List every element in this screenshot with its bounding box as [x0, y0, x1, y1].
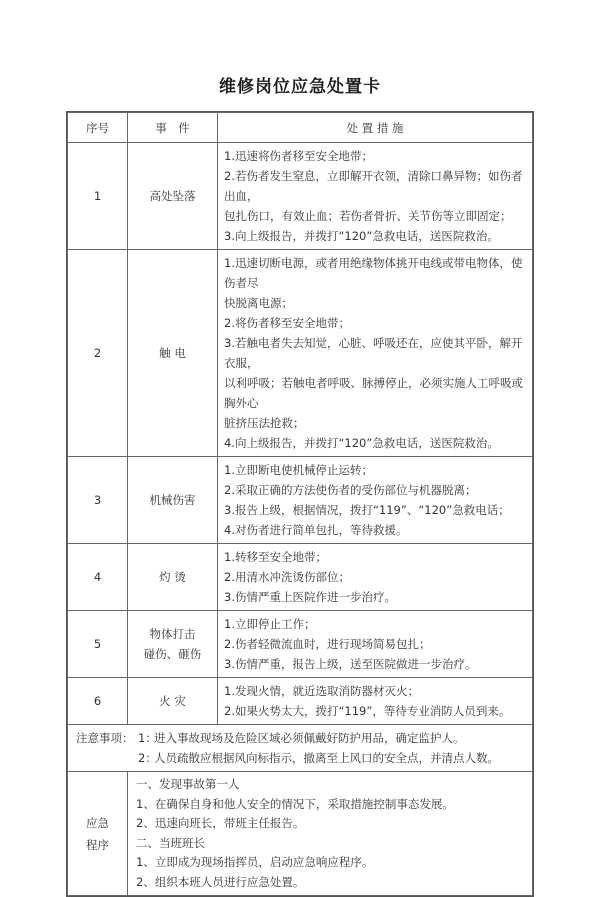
row-number: 1	[68, 143, 128, 250]
measure-line: 2.用清水冲洗烫伤部位；	[224, 570, 350, 584]
row-number: 4	[68, 544, 128, 611]
table-row	[68, 611, 533, 678]
measure-line: 3.若触电者失去知觉，心脏、呼吸还在，应使其平卧，解开衣服，	[224, 336, 523, 370]
row-number: 3	[68, 457, 128, 544]
measure-line: 1.发现火情，就近选取消防器材灭火；	[224, 684, 419, 698]
row-number: 2	[68, 250, 128, 457]
measure-line: 3.向上级报告，并拨打“120”急救电话，送医院救治。	[224, 229, 499, 243]
emergency-card	[66, 111, 534, 897]
measure-line: 1.立即断电使机械停止运转；	[224, 463, 373, 477]
note-item	[76, 748, 532, 768]
procedure-table	[67, 771, 533, 896]
measure-line: 3.伤情严重，报告上级，送至医院做进一步治疗。	[224, 657, 477, 671]
event-line: 触 电	[159, 346, 186, 360]
measure-line: 2.将伤者移至安全地带；	[224, 316, 350, 330]
measure-line: 3.伤情严重上医院作进一步治疗。	[224, 590, 396, 604]
row-measures	[218, 250, 533, 457]
row-measures	[218, 611, 533, 678]
table-row	[68, 678, 533, 725]
measure-line: 脏挤压法抢救；	[224, 416, 305, 430]
notes-label: 注意事项：	[76, 731, 134, 745]
table-header-row	[68, 113, 533, 143]
row-measures	[218, 143, 533, 250]
measure-line: 1.迅速切断电源，或者用绝缘物体挑开电线或带电物体，使伤者尽	[224, 256, 523, 290]
table-row	[68, 250, 533, 457]
measure-line: 2.若伤者发生窒息，立即解开衣领，清除口鼻异物；如伤者出血，	[224, 169, 523, 203]
row-event	[128, 611, 218, 678]
row-number: 5	[68, 611, 128, 678]
row-event	[128, 544, 218, 611]
measures-table	[67, 112, 533, 772]
row-measures	[218, 457, 533, 544]
event-line: 火 灾	[159, 694, 186, 708]
measure-line: 以利呼吸；若触电者呼吸、脉搏停止，必须实施人工呼吸或胸外心	[224, 376, 523, 410]
note-item	[76, 728, 532, 748]
procedure-row	[68, 772, 533, 896]
header-event: 事 件	[128, 113, 218, 143]
notes-row	[68, 725, 533, 772]
note-text: 人员疏散应根据风向标指示，撤离至上风口的安全点，并清点人数。	[154, 751, 499, 765]
procedure-label: 应急 程序	[68, 772, 128, 896]
measure-line: 1.立即停止工作；	[224, 617, 316, 631]
note-index: 1：	[138, 731, 157, 745]
procedure-line: 一、发现事故第一人	[136, 777, 240, 791]
note-text: 进入事故现场及危险区域必须佩戴好防护用品，确定监护人。	[154, 731, 465, 745]
row-number: 6	[68, 678, 128, 725]
header-measures: 处 置 措 施	[218, 113, 533, 143]
measure-line: 4.向上级报告，并拨打“120”急救电话，送医院救治。	[224, 436, 499, 450]
procedure-line: 1、在确保自身和他人安全的情况下，采取措施控制事态发展。	[136, 796, 454, 811]
note-index: 2：	[138, 751, 157, 765]
row-event	[128, 678, 218, 725]
event-line: 高处坠落	[149, 189, 196, 203]
measure-line: 2.伤者轻微流血时，进行现场简易包扎；	[224, 637, 431, 651]
procedure-line: 2、迅速向班长，带班主任报告。	[136, 816, 305, 830]
event-line: 灼 烫	[159, 570, 186, 584]
measure-line: 1.转移至安全地带；	[224, 550, 327, 564]
table-row	[68, 544, 533, 611]
measure-line: 3.报告上级，根据情况，拨打“119”、“120”急救电话；	[224, 503, 510, 517]
measure-line: 包扎伤口，有效止血；若伤者骨折、关节伤等立即固定；	[224, 209, 512, 223]
measure-line: 快脱离电源；	[224, 296, 293, 310]
table-row	[68, 457, 533, 544]
header-number: 序号	[68, 113, 128, 143]
event-line: 机械伤害	[149, 493, 196, 507]
event-line: 碰伤、砸伤	[143, 647, 202, 661]
row-measures	[218, 678, 533, 725]
procedure-line: 1、立即成为现场指挥员，启动应急响应程序。	[136, 855, 374, 869]
procedure-line: 2、组织本班人员进行应急处置。	[136, 874, 305, 889]
row-measures	[218, 544, 533, 611]
measure-line: 4.对伤者进行简单包扎，等待救援。	[224, 523, 408, 537]
row-event	[128, 143, 218, 250]
event-line: 物体打击	[149, 627, 196, 641]
procedure-line: 二、当班班长	[136, 835, 205, 850]
row-event	[128, 457, 218, 544]
measure-line: 2.采取正确的方法使伤者的受伤部位与机器脱离；	[224, 483, 477, 497]
procedure-content	[128, 772, 533, 896]
table-row	[68, 143, 533, 250]
measure-line: 1.迅速将伤者移至安全地带；	[224, 149, 373, 163]
page-title: 维修岗位应急处置卡	[219, 77, 381, 97]
row-event	[128, 250, 218, 457]
measure-line: 2.如果火势太大，拨打“119”，等待专业消防人员到来。	[224, 704, 511, 718]
